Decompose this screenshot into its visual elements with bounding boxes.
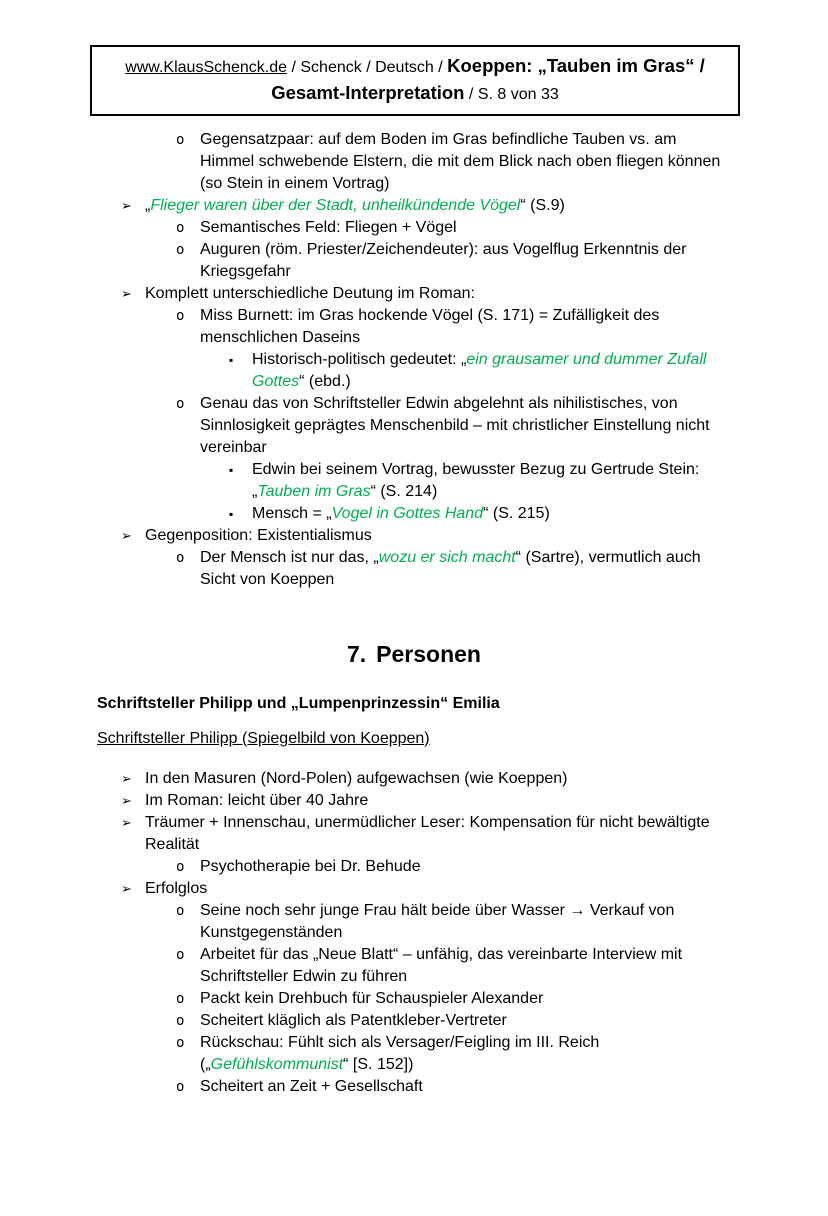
text-segment: Genau das von Schriftsteller Edwin abgelehnt als nihilistisches, von Sinnlosigkeit geprägtes Menschenbild – mit christlicher Einstellung nicht vereinbar xyxy=(200,394,710,456)
circle-bullet-icon: o xyxy=(176,946,185,963)
section-heading-number: 7. xyxy=(346,640,367,667)
square-bullet-icon: ▪ xyxy=(229,352,234,367)
circle-bullet-icon: o xyxy=(176,902,185,919)
text-segment: “ (ebd.) xyxy=(299,372,351,390)
list-item xyxy=(0,856,828,878)
document-page xyxy=(0,45,828,1216)
arrow-bullet-icon: ➢ xyxy=(121,770,132,786)
list-item-text xyxy=(200,131,720,192)
text-segment: Komplett unterschiedliche Deutung im Roman: xyxy=(145,284,475,302)
list-item xyxy=(0,900,828,944)
text-segment: Gegenposition: Existentialismus xyxy=(145,526,372,544)
list-item xyxy=(0,790,828,812)
text-segment: Der Mensch ist nur das, „ xyxy=(200,548,379,566)
list-item xyxy=(0,459,828,503)
text-segment: “ (Sartre), vermutlich auch Sicht von Koeppen xyxy=(200,548,701,588)
list-item xyxy=(0,812,828,856)
text-segment: Psychotherapie bei Dr. Behude xyxy=(200,857,421,875)
circle-bullet-icon: o xyxy=(176,1034,185,1051)
list-item xyxy=(0,1010,828,1032)
quote-text: Tauben im Gras xyxy=(257,482,371,500)
document-content xyxy=(0,129,828,1098)
list-item xyxy=(0,283,828,305)
circle-bullet-icon: o xyxy=(176,990,185,1007)
list-item-text xyxy=(145,527,372,544)
list-item-text xyxy=(145,285,475,302)
subheading-philipp-emilia: Schriftsteller Philipp und „Lumpenprinzessin“ Emilia xyxy=(97,694,500,712)
arrow-bullet-icon: ➢ xyxy=(121,880,132,896)
text-segment: “ (S.9) xyxy=(520,196,565,214)
text-segment: Scheitert kläglich als Patentkleber-Vertreter xyxy=(200,1011,507,1029)
list-item xyxy=(0,349,828,393)
list-item-text xyxy=(145,197,565,214)
quote-text: Gefühlskommunist xyxy=(210,1055,344,1073)
text-segment: Erfolglos xyxy=(145,879,208,897)
quote-text: Flieger waren über der Stadt, unheilkündende Vögel xyxy=(150,196,521,214)
list-item xyxy=(0,1032,828,1076)
list-item-text xyxy=(200,307,659,346)
quote-text: wozu er sich macht xyxy=(378,548,516,566)
circle-bullet-icon: o xyxy=(176,131,185,148)
text-segment: Edwin bei seinem Vortrag, bewusster Bezug zu Gertrude Stein: „ xyxy=(252,460,700,500)
arrow-bullet-icon: ➢ xyxy=(121,197,132,213)
list-item-text xyxy=(200,990,543,1007)
list-item xyxy=(0,525,828,547)
list-item xyxy=(0,878,828,900)
arrow-bullet-icon: ➢ xyxy=(121,285,132,301)
header-breadcrumb: / Schenck / Deutsch / xyxy=(287,59,448,76)
text-segment: In den Masuren (Nord-Polen) aufgewachsen (wie Koeppen) xyxy=(145,769,568,787)
list-item-text xyxy=(145,814,710,853)
list-item xyxy=(0,195,828,217)
text-segment: Mensch = „ xyxy=(252,504,332,522)
header-page-number: / S. 8 von 33 xyxy=(464,85,559,103)
text-segment: Miss Burnett: im Gras hockende Vögel (S. 171) = Zufälligkeit des menschlichen Daseins xyxy=(200,306,660,346)
text-segment: Träumer + Innenschau, unermüdlicher Leser: Kompensation für nicht bewältigte Realität xyxy=(145,813,710,853)
list-item xyxy=(0,393,828,459)
text-segment: Rückschau: Fühlt sich als Versager/Feigling im III. Reich („ xyxy=(200,1033,600,1073)
list-item-text xyxy=(200,858,421,875)
list-item-text xyxy=(200,1012,507,1029)
list-item xyxy=(0,988,828,1010)
square-bullet-icon: ▪ xyxy=(229,462,234,477)
circle-bullet-icon: o xyxy=(176,1012,185,1029)
text-segment: Arbeitet für das „Neue Blatt“ – unfähig, das vereinbarte Interview mit Schriftsteller Edwin zu führen xyxy=(200,945,683,985)
quote-text: Vogel in Gottes Hand xyxy=(331,504,484,522)
arrow-bullet-icon: ➢ xyxy=(121,814,132,830)
arrow-bullet-icon: ➢ xyxy=(121,527,132,543)
list-item-text xyxy=(200,1078,423,1095)
header-title-part2: Gesamt-Interpretation xyxy=(271,81,465,103)
header-title-part1: Koeppen: „Tauben im Gras“ / xyxy=(447,55,705,76)
header-box xyxy=(90,45,740,116)
list-item-text xyxy=(252,505,550,522)
list-item-text xyxy=(252,351,706,390)
circle-bullet-icon: o xyxy=(176,1078,185,1095)
text-segment: Historisch-politisch gedeutet: „ xyxy=(252,350,467,368)
list-item xyxy=(0,547,828,591)
text-segment: Gegensatzpaar: auf dem Boden im Gras befindliche Tauben vs. am Himmel schwebende Elstern, die mit dem Blick nach oben fliegen können (so Stein in einem Vortrag) xyxy=(200,130,721,192)
list-item xyxy=(0,217,828,239)
text-segment: Im Roman: leicht über 40 Jahre xyxy=(145,791,369,809)
list-item-text xyxy=(145,792,368,809)
bullet-list-interpretation xyxy=(0,129,828,591)
list-item xyxy=(0,129,828,195)
list-item-text xyxy=(200,395,710,456)
text-segment: Auguren (röm. Priester/Zeichendeuter): aus Vogelflug Erkenntnis der Kriegsgefahr xyxy=(200,240,687,280)
list-item xyxy=(0,768,828,790)
circle-bullet-icon: o xyxy=(176,241,185,258)
list-item-text xyxy=(145,770,567,787)
header-link[interactable]: www.KlausSchenck.de xyxy=(125,59,288,76)
subheading-philipp-spiegelbild: Schriftsteller Philipp (Spiegelbild von Koeppen) xyxy=(97,729,430,747)
list-item-text xyxy=(252,461,699,500)
list-item xyxy=(0,239,828,283)
arrow-bullet-icon: ➢ xyxy=(121,792,132,808)
text-segment: “ (S. 215) xyxy=(483,504,550,522)
section-heading-text: Personen xyxy=(376,640,481,667)
list-item xyxy=(0,944,828,988)
circle-bullet-icon: o xyxy=(176,219,185,236)
text-segment: “ (S. 214) xyxy=(370,482,438,500)
text-segment: Scheitert an Zeit + Gesellschaft xyxy=(200,1077,423,1095)
list-item-text xyxy=(145,880,207,897)
quote-text: ein grausamer und dummer Zufall Gottes xyxy=(252,350,707,390)
section-heading-personen xyxy=(0,641,828,668)
circle-bullet-icon: o xyxy=(176,549,185,566)
square-bullet-icon: ▪ xyxy=(229,506,234,521)
list-item-text xyxy=(200,219,457,236)
list-item xyxy=(0,1076,828,1098)
list-item xyxy=(0,503,828,525)
list-item-text xyxy=(200,946,682,985)
circle-bullet-icon: o xyxy=(176,858,185,875)
list-item-text xyxy=(200,1034,599,1073)
text-segment: Packt kein Drehbuch für Schauspieler Alexander xyxy=(200,989,544,1007)
list-item xyxy=(0,305,828,349)
text-segment: Seine noch sehr junge Frau hält beide über Wasser → Verkauf von Kunstgegenständen xyxy=(200,901,675,941)
list-item-text xyxy=(200,549,701,588)
circle-bullet-icon: o xyxy=(176,395,185,412)
bullet-list-philipp xyxy=(0,768,828,1098)
text-segment: „ xyxy=(145,196,151,214)
text-segment: “ [S. 152]) xyxy=(343,1055,414,1073)
text-segment: Semantisches Feld: Fliegen + Vögel xyxy=(200,218,457,236)
circle-bullet-icon: o xyxy=(176,307,185,324)
list-item-text xyxy=(200,241,686,280)
list-item-text xyxy=(200,902,674,941)
